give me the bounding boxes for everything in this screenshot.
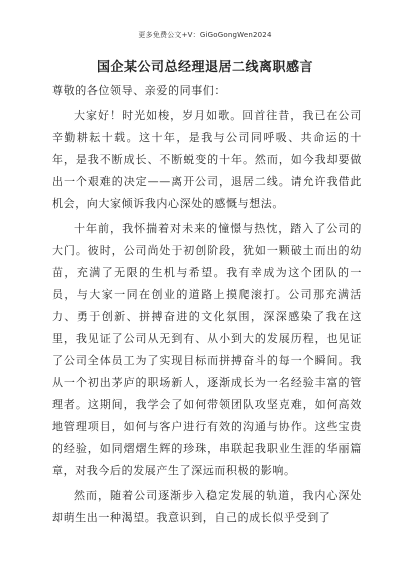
document-title: 国企某公司总经理退居二线离职感言 — [96, 60, 313, 75]
salutation: 尊敬的各位领导、亲爱的同事们： — [52, 84, 226, 97]
paragraph: 十年前，我怀揣着对未来的憧憬与热忱，踏入了公司的大门。彼时，公司尚处于初创阶段，犹如一颗破土而出的幼苗，充满了无限的生机与希望。我有幸成为这个团队的一员，与大家一同在创业的道路上摸爬滚打。公司那充满活力、勇于创新、拼搏奋进的文化氛围，深深感染了我在这里，我见证了公司从无到有、从小到大的发展历程，也见证了公司全体员工为了实现目标而拼搏奋斗的每一个瞬间。我从一个初出茅庐的职场新人，逐渐成长为一名经验丰富的管理者。这期间，我学会了如何带领团队攻坚克难，如何高效地管理项目，如何与客户进行有效的沟通与协作。这些宝贵的经验，如同熠熠生辉的珍珠，串联起我职业生涯的华丽篇章，对我今后的发展产生了深远而积极的影响。 — [52, 222, 362, 477]
document-body — [52, 80, 362, 532]
header-note: 更多免费公文+V：GiGoGongWen2024 — [138, 31, 272, 39]
paragraph: 大家好！时光如梭，岁月如歌。回首往昔，我已在公司辛勤耕耘十载。这十年，是我与公司同呼吸、共命运的十年，是我不断成长、不断蜕变的十年。然而，如今我却要做出一个艰难的决定——离开公司，退居二线。请允许我借此机会，向大家倾诉我内心深处的感慨与想法。 — [52, 109, 362, 210]
paragraph: 然而，随着公司逐渐步入稳定发展的轨道，我内心深处却萌生出一种渴望。我意识到，自己的成长似乎受到了 — [52, 489, 362, 524]
